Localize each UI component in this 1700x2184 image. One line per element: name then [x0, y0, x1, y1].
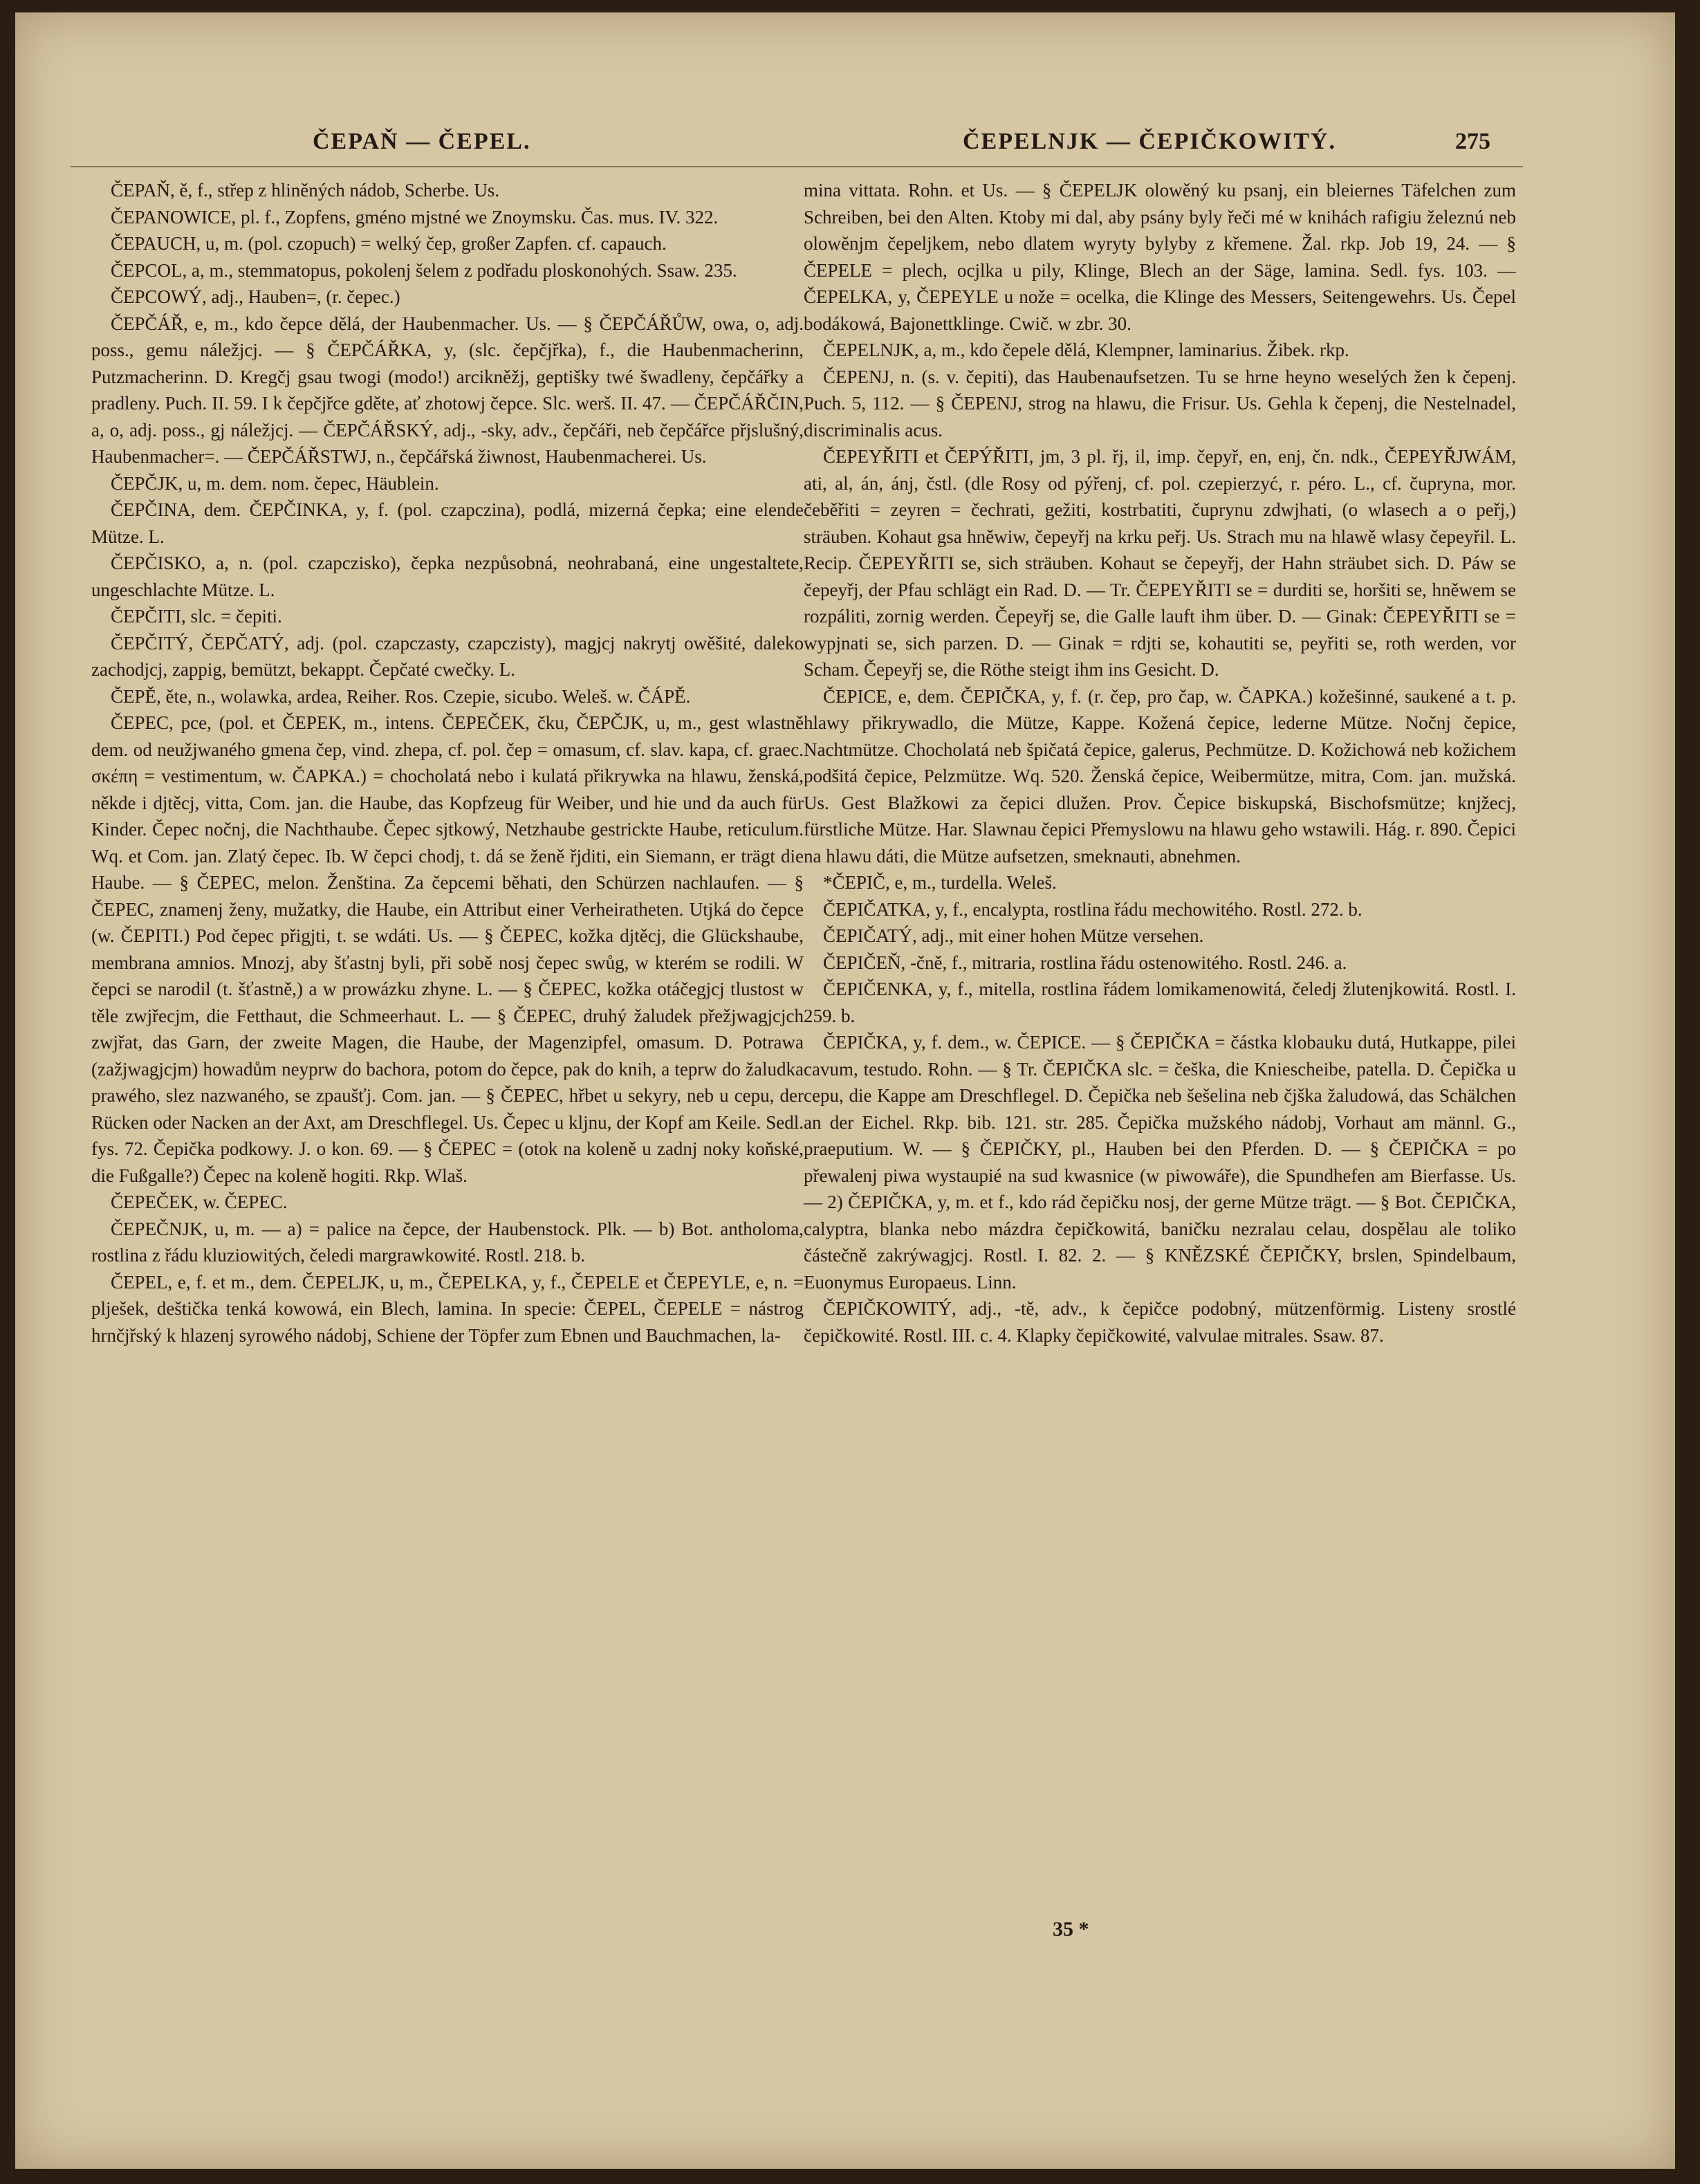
- right-running-head: ČEPELNJK — ČEPIČKOWITÝ.: [963, 129, 1336, 154]
- entry-cepcjk: ČEPČJK, u, m. dem. nom. čepec, Häublein.: [111, 472, 439, 494]
- entry-cepcisko: ČEPČISKO, a, n. (pol. czapczisko), čepka nezpůsobná, neohrabaná, eine ungestaltete, ungeschlachte Mütze. L.: [91, 553, 804, 600]
- entry-cepic: *ČEPIČ, e, m., turdella. Weleš.: [823, 872, 1057, 893]
- entry-cepec: ČEPEC, pce, (pol. et ČEPEK, m., intens. ČEPEČEK, čku, ČEPČJK, u, m., gest wlastně dem. od neužjwaného gmena čep, vind. zhepa, cf. pol. čep = omasum, cf. slav. kapa, cf. graec. σκέπη = vestimentum, w. ČAPKA.) = chocholatá nebo i kulatá přikrywka na hlawu, ženská, někde i djtěcj, vitta, Com. jan. die Haube, das Kopfzeug für Weiber, und hie und da auch für Kinder. Čepec nočnj, die Nachthaube. Čepec sjtkowý, Netzhaube gestrickte Haube, reticulum. Wq. et Com. jan. Zlatý čepec. Ib. W čepci chodj, t. dá se ženě řjditi, ein Siemann, er trägt die Haube. — § ČEPEC, melon. Ženština. Za čepcemi běhati, den Schürzen nachlaufen. — § ČEPEC, znamenj ženy, mužatky, die Haube, ein Attribut einer Verheiratheten. Utjká do čepce (w. ČEPITI.) Pod čepec přigjti, t. se wdáti. Us. — § ČEPEC, kožka djtěcj, die Glückshaube, membrana amnios. Mnozj, aby šťastnj byli, při sobě nosj čepec swůg, w kterém se rodili. W čepci se narodil (t. šťastně,) a w prowázku zhyne. L. — § ČEPEC, kožka otáčegjcj tlustost w těle zwjřecjm, die Fetthaut, die Schmeerhaut. L. — § ČEPEC, druhý žaludek přežjwagjcjch zwjřat, das Garn, der zweite Magen, die Haube, der Magenzipfel, omasum. D. Potrawa (zažjwagjcjm) howadům neyprw do bachora, potom do čepce, pak do knih, a teprw do žaludka prawého, slez nazwaného, se zpaušťj. Com. jan. — § ČEPEC, hřbet u sekyry, neb u cepu, der Rücken oder Nacken an der Axt, am Dreschflegel. Us. Čepec u kljnu, der Kopf am Keile. Sedl. fys. 72. Čepička podkowy. J. o kon. 69. — § ČEPEC = (otok na koleně u zadnj noky koňské, die Fußgalle?) Čepec na koleně hogiti. Rkp. Wlaš.: [91, 712, 804, 1186]
- right-column: [804, 177, 1516, 2072]
- header-rule: [71, 166, 1523, 167]
- entry-cepicenka: ČEPIČENKA, y, f., mitella, rostlina řádem lomikamenowitá, čeledj žlutenjkowitá. Rostl. I. 259. b.: [804, 979, 1516, 1026]
- left-running-head: ČEPAŇ — ČEPEL.: [313, 129, 531, 154]
- entry-cepel-continued: mina vittata. Rohn. et Us. — § ČEPELJK olowěný ku psanj, ein bleiernes Täfelchen zum Schreiben, bei den Alten. Ktoby mi dal, aby psány byly řeči mé w knihách rafigiu železnú neb olowěnjm čepeljkem, nebo dlatem wyryty bylyby z křemene. Žal. rkp. Job 19, 24. — § ČEPELE = plech, ocjlka u pily, Klinge, Blech an der Säge, lamina. Sedl. fys. 103. — ČEPELKA, y, ČEPEYLE u nože = ocelka, die Klinge des Messers, Seitengewehrs. Us. Čepel bodákowá, Bajonettklinge. Cwič. w zbr. 30.: [804, 180, 1516, 334]
- entry-cepenj: ČEPENJ, n. (s. v. čepiti), das Haubenaufsetzen. Tu se hrne heyno weselých žen k čepenj. Puch. 5, 112. — § ČEPENJ, strog na hlawu, die Frisur. Us. Gehla k čepenj, die Nestelnadel, discriminalis acus.: [804, 366, 1516, 441]
- entry-cepcar: ČEPČÁŘ, e, m., kdo čepce dělá, der Haubenmacher. Us. — § ČEPČÁŘŮW, owa, o, adj. poss., gemu náležjcj. — § ČEPČÁŘKA, y, (slc. čepčjřka), f., die Haubenmacherinn, Putzmacherinn. D. Kregčj gsau twogi (modo!) arcikněžj, geptišky twé šwadleny, čepčářky a pradleny. Puch. II. 59. I k čepčjřce gděte, ať zhotowj čepce. Slc. werš. II. 47. — ČEPČÁŘČIN, a, o, adj. poss., gj náležjcj. — ČEPČÁŘSKÝ, adj., -sky, adv., čepčáři, neb čepčářce přjslušný, Haubenmacher=. — ČEPČÁŘSTWJ, n., čepčářská žiwnost, Haubenmacherei. Us.: [91, 313, 804, 467]
- entry-cepe: ČEPĚ, ěte, n., wolawka, ardea, Reiher. Ros. Czepie, sicubo. Weleš. w. ČÁPĚ.: [111, 685, 691, 707]
- entry-cepecek: ČEPEČEK, w. ČEPEC.: [111, 1192, 288, 1212]
- entry-cepickowity: ČEPIČKOWITÝ, adj., -tě, adv., k čepičce podobný, mützenförmig. Listeny srostlé čepičkowité. Rostl. III. c. 4. Klapky čepičkowité, valvulae mitrales. Ssaw. 87.: [804, 1298, 1516, 1346]
- entry-cepice: ČEPICE, e, dem. ČEPIČKA, y, f. (r. čep, pro čap, w. ČAPKA.) kožešinné, saukené a t. p. hlawy přikrywadlo, die Mütze, Kappe. Kožená čepice, lederne Mütze. Nočnj čepice, Nachtmütze. Chocholatá neb špičatá čepice, galerus, Pechmütze. D. Kožichowá neb kožichem podšitá čepice, Pelzmütze. Wq. 520. Ženská čepice, Weibermütze, mitra, Com. jan. mužská. Us. Gest Blažkowi za čepici dlužen. Prov. Čepice biskupská, Bischofsmütze; knjžecj, fürstliche Mütze. Har. Slawnau čepici Přemyslowu na hlawu geho wstawili. Hág. r. 890. Čepici na hlawu dáti, die Mütze aufsetzen, smeknauti, abnehmen.: [804, 685, 1516, 867]
- entry-cepecnjk: ČEPEČNJK, u, m. — a) = palice na čepce, der Haubenstock. Plk. — b) Bot. antholoma, rostlina z řádu kluziowitých, čeledi margrawkowité. Rostl. 218. b.: [91, 1218, 804, 1266]
- entry-cepicen: ČEPIČEŇ, -čně, f., mitraria, rostlina řádu ostenowitého. Rostl. 246. a.: [823, 952, 1347, 973]
- signature-mark: 35 *: [1053, 1918, 1089, 1941]
- entry-cepel: ČEPEL, e, f. et m., dem. ČEPELJK, u, m., ČEPELKA, y, f., ČEPELE et ČEPEYLE, e, n. = plješek, deštička tenká kowowá, ein Blech, lamina. In specie: ČEPEL, ČEPELE = nástrog hrnčjřský k hlazenj syrowého nádobj, Schiene der Töpfer zum Ebnen und Bauchmachen, la-: [91, 1271, 804, 1346]
- left-column: [91, 177, 804, 2072]
- entry-cepcol: ČEPCOL, a, m., stemmatopus, pokolenj šelem z podřadu ploskonohých. Ssaw. 235.: [111, 259, 737, 281]
- entry-cepanowice: ČEPANOWICE, pl. f., Zopfens, gméno mjstné we Znoymsku. Čas. mus. IV. 322.: [111, 206, 719, 228]
- entry-cepicka: ČEPIČKA, y, f. dem., w. ČEPICE. — § ČEPIČKA = částka klobauku dutá, Hutkappe, pilei cavum, testudo. Rohn. — § Tr. ČEPIČKA slc. = češka, die Kniescheibe, patella. D. Čepička u cepu, die Kappe am Dreschflegel. D. Čepička neb šešelina neb čjška žaludowá, das Schälchen an der Eichel. Rkp. bib. 121. str. 285. Čepička mužského nádobj, Vorhaut am männl. G., praeputium. W. — § ČEPIČKY, pl., Hauben bei den Pferden. D. — § ČEPIČKA = po přewalenj piwa wystaupié na sud kwasnice (w piwowáře), die Spundhefen am Bierfasse. Us. — 2) ČEPIČKA, y, m. et f., kdo rád čepičku nosj, der gerne Mütze trägt. — § Bot. ČEPIČKA, calyptra, blanka nebo mázdra čepičkowitá, baničku nezralau celau, dospělau ale toliko částečně zakrýwagjcj. Rostl. I. 82. 2. — § KNĚZSKÉ ČEPIČKY, brslen, Spindelbaum, Euonymus Europaeus. Linn.: [804, 1032, 1516, 1293]
- dictionary-page: [15, 12, 1675, 2169]
- entry-cepcowy: ČEPCOWÝ, adj., Hauben=, (r. čepec.): [111, 286, 400, 307]
- page-number: 275: [1455, 129, 1490, 154]
- entry-cepciti: ČEPČITI, slc. = čepiti.: [111, 606, 282, 627]
- entry-cepicaty: ČEPIČATÝ, adj., mit einer hohen Mütze versehen.: [823, 925, 1204, 946]
- entry-cepicatka: ČEPIČATKA, y, f., encalypta, rostlina řádu mechowitého. Rostl. 272. b.: [823, 898, 1362, 920]
- entry-cepcity: ČEPČITÝ, ČEPČATÝ, adj. (pol. czapczasty, czapczisty), magjcj nakrytj owěšité, daleko zachodjcj, zappig, bemützt, bekappt. Čepčaté cwečky. L.: [91, 632, 804, 680]
- entry-cepelnjk: ČEPELNJK, a, m., kdo čepele dělá, Klempner, laminarius. Žibek. rkp.: [823, 340, 1349, 360]
- entry-cepcina: ČEPČINA, dem. ČEPČINKA, y, f. (pol. czapczina), podlá, mizerná čepka; eine elende Mütze. L.: [91, 499, 804, 547]
- entry-cepauch: ČEPAUCH, u, m. (pol. czopuch) = welký čep, großer Zapfen. cf. capauch.: [111, 233, 667, 254]
- entry-cepeyriti: ČEPEYŘITI et ČEPÝŘITI, jm, 3 pl. řj, il, imp. čepyř, en, enj, čn. ndk., ČEPEYŘJWÁM, ati, al, án, ánj, čstl. (dle Rosy od pýřenj, cf. pol. czepierzyć, r. péro. L., cf. čupryna, mor. čeběřiti = zeyren = čechrati, gežiti, kostrbatiti, čuprynu zdwjhati, (o wlasech a o peřj,) sträuben. Kohaut gsa hněwiw, čepeyřj na krku peřj. Us. Strach mu na hlawě wlasy čepeyřil. L. Recip. ČEPEYŘITI se, sich sträuben. Kohaut se čepeyřj, der Hahn sträubet sich. D. Páw se čepeyřj, der Pfau schlägt ein Rad. D. — Tr. ČEPEYŘITI se = durditi se, horšiti se, hněwem se rozpáliti, zornig werden. Čepeyřj se, die Galle lauft ihm über. D. — Ginak: ČEPEYŘITI se = wypjnati se, sich parzen. D. — Ginak = rdjti se, kohautiti se, peyřiti se, roth werden, vor Scham. Čepeyřj se, die Röthe steigt ihm ins Gesicht. D.: [804, 446, 1516, 680]
- entry-capan: ČEPAŇ, ě, f., střep z hliněných nádob, Scherbe. Us.: [111, 180, 500, 201]
